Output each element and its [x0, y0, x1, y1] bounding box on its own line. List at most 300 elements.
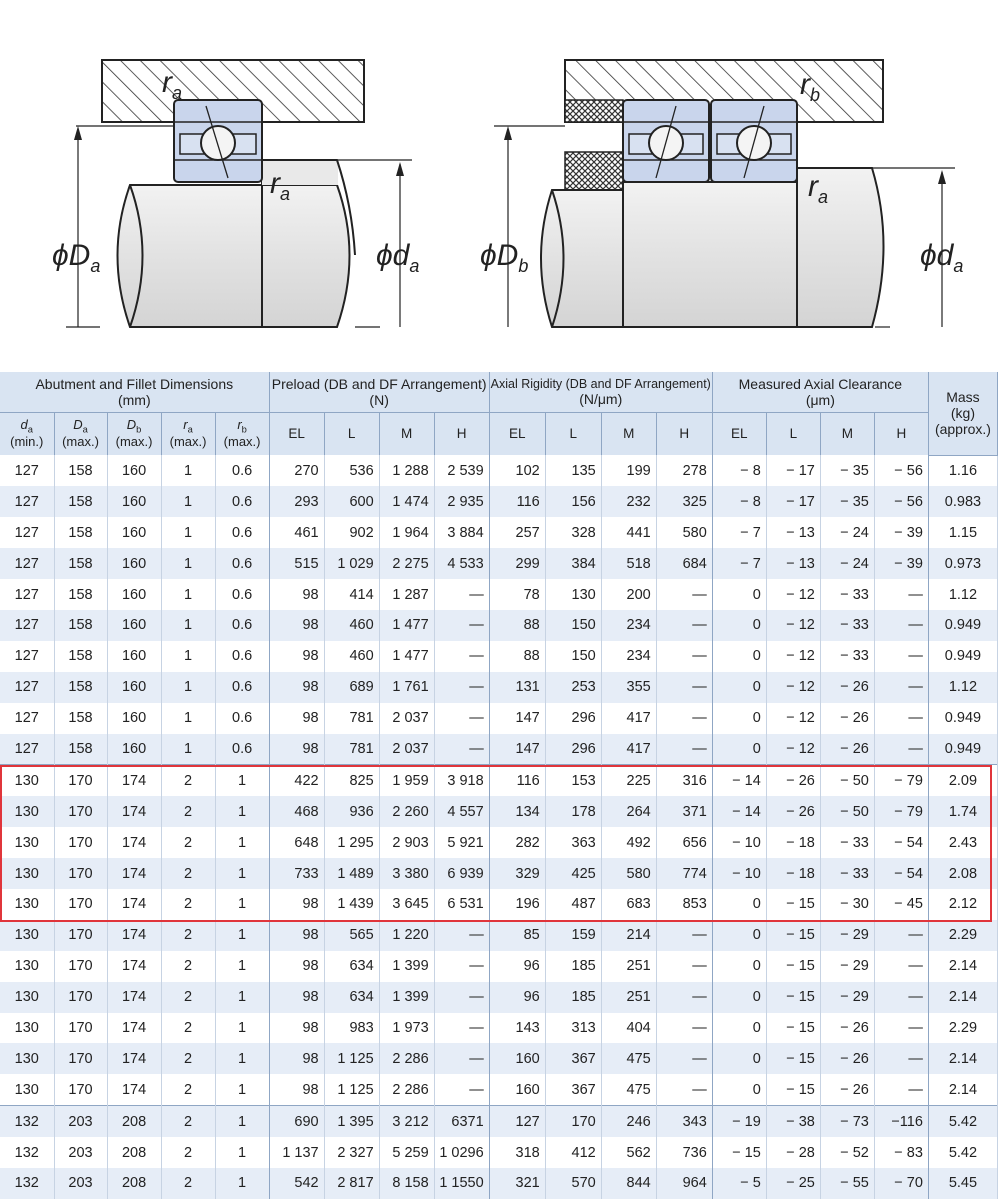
table-cell: − 39 [874, 517, 928, 548]
table-cell: — [656, 1013, 712, 1044]
table-cell: — [434, 672, 489, 703]
table-cell: 853 [656, 889, 712, 920]
header-abutment: Abutment and Fillet Dimensions (mm) [0, 372, 269, 413]
table-cell: 0.6 [215, 455, 269, 486]
table-cell: − 26 [820, 1043, 874, 1074]
table-cell: 0 [712, 610, 766, 641]
table-cell: 0.6 [215, 548, 269, 579]
table-row [0, 827, 998, 858]
table-cell: 1 [161, 455, 215, 486]
table-cell: − 26 [766, 796, 820, 827]
table-cell: 422 [269, 765, 324, 796]
table-cell: 1 489 [324, 858, 379, 889]
table-cell: 781 [324, 734, 379, 765]
table-cell: 98 [269, 982, 324, 1013]
table-cell: 2 [161, 951, 215, 982]
table-cell: 1 [215, 1043, 269, 1074]
table-cell: 208 [107, 1168, 161, 1199]
table-cell: 127 [0, 486, 54, 517]
table-cell: 2 275 [379, 548, 434, 579]
table-cell: 1 [215, 1074, 269, 1105]
table-cell: − 5 [712, 1168, 766, 1199]
table-cell: — [656, 1043, 712, 1074]
table-cell: 160 [107, 672, 161, 703]
table-cell: − 10 [712, 858, 766, 889]
table-cell: 2 260 [379, 796, 434, 827]
table-cell: 147 [489, 703, 545, 734]
table-cell: 170 [54, 765, 107, 796]
table-cell: 328 [545, 517, 601, 548]
table-cell: 199 [601, 455, 656, 486]
table-cell: 2 [161, 796, 215, 827]
header-preload: Preload (DB and DF Arrangement) (N) [269, 372, 489, 413]
table-cell: 1 220 [379, 920, 434, 951]
table-cell: — [434, 641, 489, 672]
label-rb-top: $r_b$ [800, 68, 821, 105]
label-ra-top: $r_a$ [162, 66, 183, 103]
table-cell: 78 [489, 579, 545, 610]
table-cell: 1 474 [379, 486, 434, 517]
table-cell: 257 [489, 517, 545, 548]
table-cell: 203 [54, 1106, 107, 1137]
table-cell: 130 [0, 1074, 54, 1105]
table-cell: 0.949 [928, 703, 997, 734]
table-cell: 170 [54, 1043, 107, 1074]
table-cell: — [874, 579, 928, 610]
table-cell: 1 125 [324, 1074, 379, 1105]
header-preload-m: M [379, 413, 434, 456]
table-cell: 3 884 [434, 517, 489, 548]
table-cell: − 24 [820, 548, 874, 579]
table-cell: 404 [601, 1013, 656, 1044]
table-cell: 174 [107, 951, 161, 982]
table-cell: − 26 [820, 703, 874, 734]
table-cell: 158 [54, 455, 107, 486]
table-cell: 2 [161, 1137, 215, 1168]
table-cell: 2 [161, 1106, 215, 1137]
label-ra-right: $r_a$ [270, 167, 291, 204]
table-cell: 185 [545, 951, 601, 982]
table-cell: 684 [656, 548, 712, 579]
table-cell: 0.6 [215, 517, 269, 548]
table-cell: — [434, 951, 489, 982]
table-cell: − 12 [766, 703, 820, 734]
table-cell: 0.973 [928, 548, 997, 579]
table-cell: 127 [0, 672, 54, 703]
table-cell: − 12 [766, 672, 820, 703]
table-cell: − 7 [712, 548, 766, 579]
table-cell: − 28 [766, 1137, 820, 1168]
table-cell: 130 [0, 827, 54, 858]
table-cell: 2.14 [928, 1074, 997, 1105]
table-cell: 936 [324, 796, 379, 827]
table-cell: 329 [489, 858, 545, 889]
table-cell: — [874, 920, 928, 951]
table-cell: − 14 [712, 765, 766, 796]
table-cell: 234 [601, 610, 656, 641]
table-cell: 5.45 [928, 1168, 997, 1199]
table-cell: 158 [54, 703, 107, 734]
table-cell: 160 [489, 1074, 545, 1105]
table-cell: 460 [324, 610, 379, 641]
table-cell: − 12 [766, 734, 820, 765]
table-cell: 2 [161, 765, 215, 796]
table-cell: 2.09 [928, 765, 997, 796]
table-cell: 178 [545, 796, 601, 827]
header-preload-l: L [324, 413, 379, 456]
table-cell: 130 [0, 1043, 54, 1074]
table-cell: 0 [712, 703, 766, 734]
table-cell: 2.43 [928, 827, 997, 858]
table-cell: 102 [489, 455, 545, 486]
table-cell: 296 [545, 703, 601, 734]
table-cell: − 26 [820, 672, 874, 703]
table-row [0, 703, 998, 734]
table-cell: 282 [489, 827, 545, 858]
table-cell: 0 [712, 982, 766, 1013]
table-cell: — [434, 734, 489, 765]
table-cell: 1 288 [379, 455, 434, 486]
table-cell: 1 287 [379, 579, 434, 610]
table-cell: 1.15 [928, 517, 997, 548]
table-row [0, 1137, 998, 1168]
table-cell: − 7 [712, 517, 766, 548]
table-cell: 170 [54, 1013, 107, 1044]
table-cell: 2 817 [324, 1168, 379, 1199]
table-cell: − 83 [874, 1137, 928, 1168]
table-cell: 208 [107, 1106, 161, 1137]
label-da-right: $\phi d_a$ [920, 239, 964, 276]
table-cell: 492 [601, 827, 656, 858]
header-rigidity-m: M [601, 413, 656, 456]
table-cell: 1 [215, 1106, 269, 1137]
table-row [0, 641, 998, 672]
table-cell: 0 [712, 1074, 766, 1105]
table-cell: 98 [269, 734, 324, 765]
table-cell: 1 973 [379, 1013, 434, 1044]
table-cell: − 79 [874, 796, 928, 827]
header-mass: Mass (kg) (approx.) [928, 372, 997, 455]
table-cell: 1 [215, 951, 269, 982]
table-cell: 150 [545, 641, 601, 672]
table-cell: 158 [54, 610, 107, 641]
table-cell: 130 [0, 858, 54, 889]
table-cell: 1 [161, 486, 215, 517]
table-cell: 170 [54, 858, 107, 889]
table-cell: 1 [215, 765, 269, 796]
bearing-data-table [0, 372, 998, 1199]
table-cell: 3 918 [434, 765, 489, 796]
table-cell: 1 964 [379, 517, 434, 548]
table-cell: 1 [215, 920, 269, 951]
table-cell: 116 [489, 486, 545, 517]
table-cell: 160 [489, 1043, 545, 1074]
table-cell: − 30 [820, 889, 874, 920]
table-cell: 1 137 [269, 1137, 324, 1168]
table-cell: 2.08 [928, 858, 997, 889]
table-cell: — [656, 672, 712, 703]
table-cell: 1.16 [928, 455, 997, 486]
shaft [118, 185, 350, 327]
table-cell: 475 [601, 1074, 656, 1105]
table-cell: 417 [601, 734, 656, 765]
header-clearance: Measured Axial Clearance (μm) [712, 372, 928, 413]
table-cell: 174 [107, 920, 161, 951]
table-cell: 1 0296 [434, 1137, 489, 1168]
table-cell: 0.983 [928, 486, 997, 517]
table-cell: — [434, 920, 489, 951]
table-cell: 1 399 [379, 982, 434, 1013]
table-cell: 1 [161, 610, 215, 641]
header-da: $d_a$ (min.) [0, 413, 54, 456]
table-cell: 325 [656, 486, 712, 517]
table-cell: 1 477 [379, 610, 434, 641]
table-row [0, 765, 998, 796]
table-cell: 253 [545, 672, 601, 703]
table-cell: 536 [324, 455, 379, 486]
table-cell: 130 [0, 889, 54, 920]
table-cell: 127 [489, 1106, 545, 1137]
table-cell: − 18 [766, 858, 820, 889]
table-cell: 143 [489, 1013, 545, 1044]
table-cell: 1 [161, 641, 215, 672]
table-cell: 130 [0, 1013, 54, 1044]
table-row [0, 455, 998, 486]
table-cell: 2.14 [928, 982, 997, 1013]
table-cell: 174 [107, 1074, 161, 1105]
table-cell: 2 037 [379, 703, 434, 734]
table-cell: 1 [215, 1168, 269, 1199]
table-cell: 160 [107, 641, 161, 672]
table-cell: − 26 [766, 765, 820, 796]
table-cell: 1 [161, 703, 215, 734]
table-cell: 580 [601, 858, 656, 889]
table-cell: − 14 [712, 796, 766, 827]
table-cell: 127 [0, 548, 54, 579]
table-cell: 1.12 [928, 579, 997, 610]
header-ra: $r_a$ (max.) [161, 413, 215, 456]
table-cell: 0 [712, 641, 766, 672]
table-cell: 2.12 [928, 889, 997, 920]
table-cell: 441 [601, 517, 656, 548]
table-cell: 2 [161, 889, 215, 920]
table-cell: 417 [601, 703, 656, 734]
table-cell: 2 539 [434, 455, 489, 486]
table-cell: 363 [545, 827, 601, 858]
table-cell: 5 259 [379, 1137, 434, 1168]
table-cell: − 29 [820, 982, 874, 1013]
table-cell: 246 [601, 1106, 656, 1137]
table-cell: 170 [54, 889, 107, 920]
table-cell: 0 [712, 889, 766, 920]
table-cell: 2 [161, 920, 215, 951]
header-clearance-el: EL [712, 413, 766, 456]
table-cell: 174 [107, 1043, 161, 1074]
table-cell: — [874, 703, 928, 734]
label-ra-right2: $r_a$ [808, 170, 829, 207]
table-cell: 225 [601, 765, 656, 796]
table-cell: 98 [269, 579, 324, 610]
table-cell: 5.42 [928, 1137, 997, 1168]
table-cell: 153 [545, 765, 601, 796]
table-cell: 1 959 [379, 765, 434, 796]
table-cell: 648 [269, 827, 324, 858]
table-cell: 96 [489, 982, 545, 1013]
table-cell: 343 [656, 1106, 712, 1137]
table-cell: 565 [324, 920, 379, 951]
table-cell: — [874, 1013, 928, 1044]
table-cell: 174 [107, 827, 161, 858]
table-cell: − 26 [820, 734, 874, 765]
table-cell: 203 [54, 1168, 107, 1199]
table-body [0, 455, 998, 1199]
table-cell: 174 [107, 796, 161, 827]
table-cell: 6 531 [434, 889, 489, 920]
table-cell: − 38 [766, 1106, 820, 1137]
table-cell: 313 [545, 1013, 601, 1044]
table-cell: 150 [545, 610, 601, 641]
table-cell: − 33 [820, 579, 874, 610]
table-cell: 774 [656, 858, 712, 889]
header-rigidity-el: EL [489, 413, 545, 456]
table-cell: 2.29 [928, 920, 997, 951]
table-row [0, 548, 998, 579]
label-da-left: $\phi d_a$ [376, 239, 420, 276]
table-cell: 2 [161, 1013, 215, 1044]
table-cell: − 13 [766, 517, 820, 548]
table-cell: 116 [489, 765, 545, 796]
header-clearance-m: M [820, 413, 874, 456]
table-cell: 468 [269, 796, 324, 827]
table-cell: 1 1550 [434, 1168, 489, 1199]
table-cell: 264 [601, 796, 656, 827]
table-cell: 1 295 [324, 827, 379, 858]
table-cell: − 15 [766, 982, 820, 1013]
table-cell: 196 [489, 889, 545, 920]
table-cell: − 33 [820, 641, 874, 672]
table-cell: 733 [269, 858, 324, 889]
table-cell: − 19 [712, 1106, 766, 1137]
table-cell: 3 380 [379, 858, 434, 889]
table-cell: 0.949 [928, 734, 997, 765]
table-cell: — [656, 734, 712, 765]
table-cell: 515 [269, 548, 324, 579]
table-cell: — [874, 610, 928, 641]
table-cell: — [874, 951, 928, 982]
table-cell: 98 [269, 703, 324, 734]
table-cell: 384 [545, 548, 601, 579]
table-cell: 634 [324, 982, 379, 1013]
table-cell: 0.6 [215, 672, 269, 703]
table-cell: — [656, 920, 712, 951]
table-cell: 902 [324, 517, 379, 548]
table-cell: 158 [54, 517, 107, 548]
table-cell: 0 [712, 734, 766, 765]
table-cell: − 26 [820, 1074, 874, 1105]
bearing-data-table-container [0, 372, 1000, 1199]
table-cell: 2.29 [928, 1013, 997, 1044]
shaft-right [541, 190, 623, 327]
table-cell: 158 [54, 548, 107, 579]
table-cell: 1 [215, 1013, 269, 1044]
table-cell: 4 533 [434, 548, 489, 579]
table-row [0, 796, 998, 827]
table-cell: — [874, 982, 928, 1013]
table-cell: — [656, 982, 712, 1013]
table-cell: 147 [489, 734, 545, 765]
table-cell: 1 395 [324, 1106, 379, 1137]
table-cell: − 29 [820, 951, 874, 982]
table-cell: 355 [601, 672, 656, 703]
table-cell: − 70 [874, 1168, 928, 1199]
table-cell: 158 [54, 579, 107, 610]
table-cell: 5.42 [928, 1106, 997, 1137]
table-cell: 461 [269, 517, 324, 548]
table-cell: 0.6 [215, 610, 269, 641]
table-cell: − 56 [874, 455, 928, 486]
table-cell: 299 [489, 548, 545, 579]
table-cell: — [434, 1043, 489, 1074]
table-cell: 1 125 [324, 1043, 379, 1074]
table-cell: − 39 [874, 548, 928, 579]
label-Da: $\phi D_a$ [52, 239, 101, 276]
table-cell: 203 [54, 1137, 107, 1168]
table-cell: — [434, 579, 489, 610]
table-cell: − 33 [820, 827, 874, 858]
header-rigidity-h: H [656, 413, 712, 456]
table-cell: — [656, 1074, 712, 1105]
table-cell: — [434, 982, 489, 1013]
table-cell: 98 [269, 951, 324, 982]
table-cell: 1 399 [379, 951, 434, 982]
table-cell: 562 [601, 1137, 656, 1168]
table-cell: 208 [107, 1137, 161, 1168]
table-cell: 825 [324, 765, 379, 796]
table-cell: 2 327 [324, 1137, 379, 1168]
table-cell: 174 [107, 982, 161, 1013]
table-cell: 3 212 [379, 1106, 434, 1137]
table-cell: −116 [874, 1106, 928, 1137]
table-row [0, 1074, 998, 1105]
table-cell: 98 [269, 1074, 324, 1105]
table-cell: 170 [54, 982, 107, 1013]
table-cell: 570 [545, 1168, 601, 1199]
table-cell: 174 [107, 889, 161, 920]
table-cell: 132 [0, 1106, 54, 1137]
table-cell: 160 [107, 703, 161, 734]
table-row [0, 734, 998, 765]
table-cell: 88 [489, 641, 545, 672]
table-cell: 1.12 [928, 672, 997, 703]
table-cell: 127 [0, 579, 54, 610]
table-cell: 135 [545, 455, 601, 486]
header-rigidity-l: L [545, 413, 601, 456]
table-cell: − 73 [820, 1106, 874, 1137]
table-cell: 1 [215, 796, 269, 827]
table-cell: 174 [107, 858, 161, 889]
table-cell: 170 [54, 920, 107, 951]
table-row [0, 1106, 998, 1137]
table-cell: 270 [269, 455, 324, 486]
table-cell: 2 [161, 827, 215, 858]
table-cell: 98 [269, 610, 324, 641]
spacer-top [565, 100, 623, 122]
table-cell: 542 [269, 1168, 324, 1199]
table-cell: − 12 [766, 610, 820, 641]
table-cell: 371 [656, 796, 712, 827]
table-cell: 1 761 [379, 672, 434, 703]
table-row [0, 920, 998, 951]
